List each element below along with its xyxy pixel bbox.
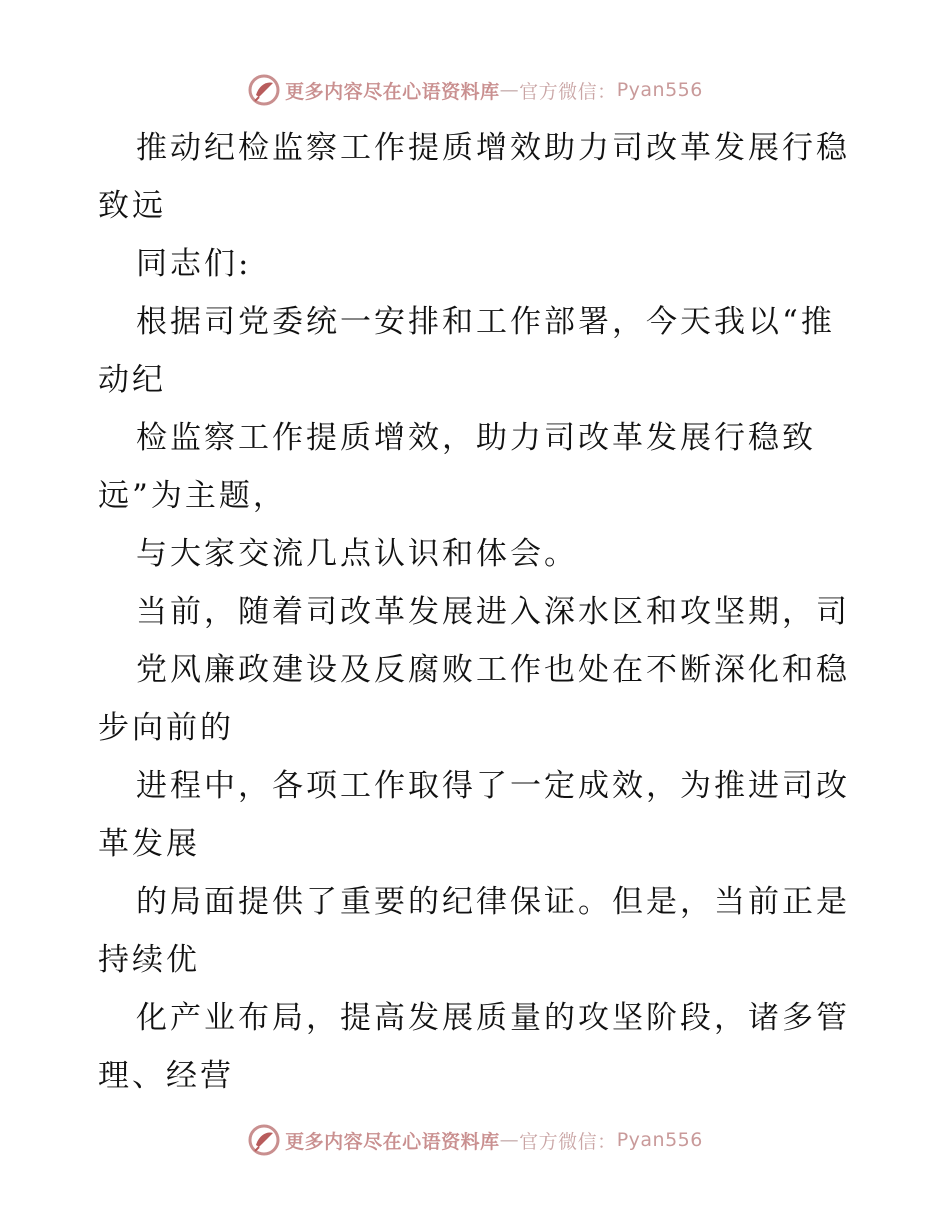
paragraph-line: 化产业布局，提高发展质量的攻坚阶段，诸多管 xyxy=(136,1000,850,1036)
watermark-handle: Pyan556 xyxy=(616,1129,703,1151)
paragraph-line: 进程中，各项工作取得了一定成效，为推进司改 xyxy=(136,768,850,804)
paragraph-line: 革发展 xyxy=(98,826,200,862)
paragraph-line: 根据司党委统一安排和工作部署，今天我以“推 xyxy=(136,304,835,340)
paragraph-line: 党风廉政建设及反腐败工作也处在不断深化和稳 xyxy=(136,652,850,688)
paragraph-line: 动纪 xyxy=(98,362,166,398)
watermark-handle: Pyan556 xyxy=(616,79,703,101)
watermark-official-label: 官方微信： xyxy=(519,80,617,103)
paragraph-line: 检监察工作提质增效，助力司改革发展行稳致 xyxy=(136,420,816,456)
watermark-official-label: 官方微信： xyxy=(519,1130,617,1153)
salutation: 同志们: xyxy=(136,246,252,282)
watermark-dash: — xyxy=(499,79,520,101)
paragraph-line: 当前，随着司改革发展进入深水区和攻坚期，司 xyxy=(136,594,850,630)
header-watermark xyxy=(0,70,950,110)
paragraph-line: 理、经营 xyxy=(98,1058,234,1094)
footer-watermark xyxy=(0,1120,950,1160)
document-title-line-1: 推动纪检监察工作提质增效助力司改革发展行稳 xyxy=(136,130,850,166)
paragraph-line: 步向前的 xyxy=(98,710,234,746)
watermark-main-text: 更多内容尽在心语资料库 xyxy=(285,80,500,103)
watermark-dash: — xyxy=(499,1129,520,1151)
paragraph-line: 与大家交流几点认识和体会。 xyxy=(136,536,578,572)
rose-pen-logo-icon xyxy=(247,1123,281,1157)
paragraph-line: 的局面提供了重要的纪律保证。但是，当前正是 xyxy=(136,884,850,920)
rose-pen-logo-icon xyxy=(247,73,281,107)
watermark-main-text: 更多内容尽在心语资料库 xyxy=(285,1130,500,1153)
paragraph-line: 持续优 xyxy=(98,942,200,978)
paragraph-line: 远”为主题， xyxy=(98,478,287,514)
document-title-line-2: 致远 xyxy=(98,188,166,224)
